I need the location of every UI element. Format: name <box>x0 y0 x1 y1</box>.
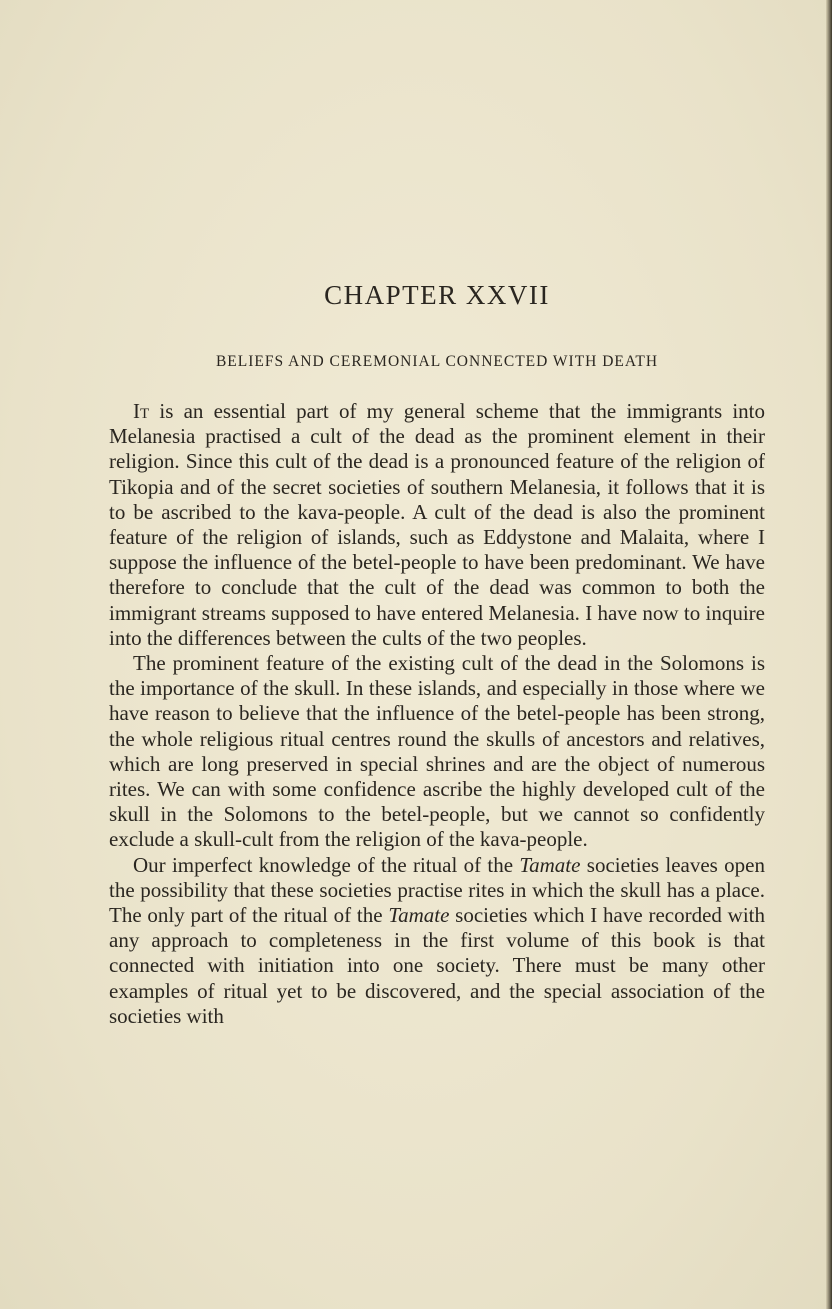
paragraph-1-lead: It <box>133 399 150 423</box>
text-block <box>109 280 765 1029</box>
page-edge-shadow <box>826 0 832 1309</box>
paragraph-1-text: is an essential part of my general scheme that the immigrants into Melanesia practised a cult of the dead as the prominent element in their religion. Since this cult of the dead is a pronounced feature of the religion of Tikopia and of the secret societies of southern Melanesia, it follows that it is to be ascribed to the kava-people. A cult of the dead is also the prominent feature of the religion of islands, such as Eddystone and Malaita, where I suppose the influence of the betel-people to have been predominant. We have therefore to conclude that the cult of the dead was common to both the immigrant streams supposed to have entered Melanesia. I have now to inquire into the differences between the cults of the two peoples. <box>109 399 765 650</box>
paragraph-3-part3: societies which I have recorded with any approach to completeness in the first volume of this book is that connected with initiation into one society. There must be many other examples of ritual yet to be discovered, and the special association of the societies with <box>109 903 765 1028</box>
section-heading: BELIEFS AND CEREMONIAL CONNECTED WITH DEATH <box>215 353 659 370</box>
tamate-term-2: Tamate <box>388 903 450 928</box>
paragraph-3-part2: societies leaves open the possibility that these societies practise rites in which the skull has a place. The only part of the ritual of the <box>109 852 765 928</box>
paragraph-3 <box>109 853 765 1029</box>
paragraph-1 <box>109 399 765 651</box>
paragraph-3-part1: Our imperfect knowledge of the ritual of the <box>133 852 520 877</box>
chapter-title: CHAPTER XXVII <box>324 280 550 310</box>
paragraph-2: The prominent feature of the existing cult of the dead in the Solomons is the importance of the skull. In these islands, and especially in those where we have reason to believe that the influence of the betel-people has been strong, the whole religious ritual centres round the skulls of ancestors and relatives, which are long preserved in special shrines and are the object of numerous rites. We can with some confidence ascribe the highly developed cult of the skull in the Solomons to the betel-people, but we cannot so confidently exclude a skull-cult from the religion of the kava-people. <box>109 651 765 852</box>
tamate-term-1: Tamate <box>519 852 581 877</box>
